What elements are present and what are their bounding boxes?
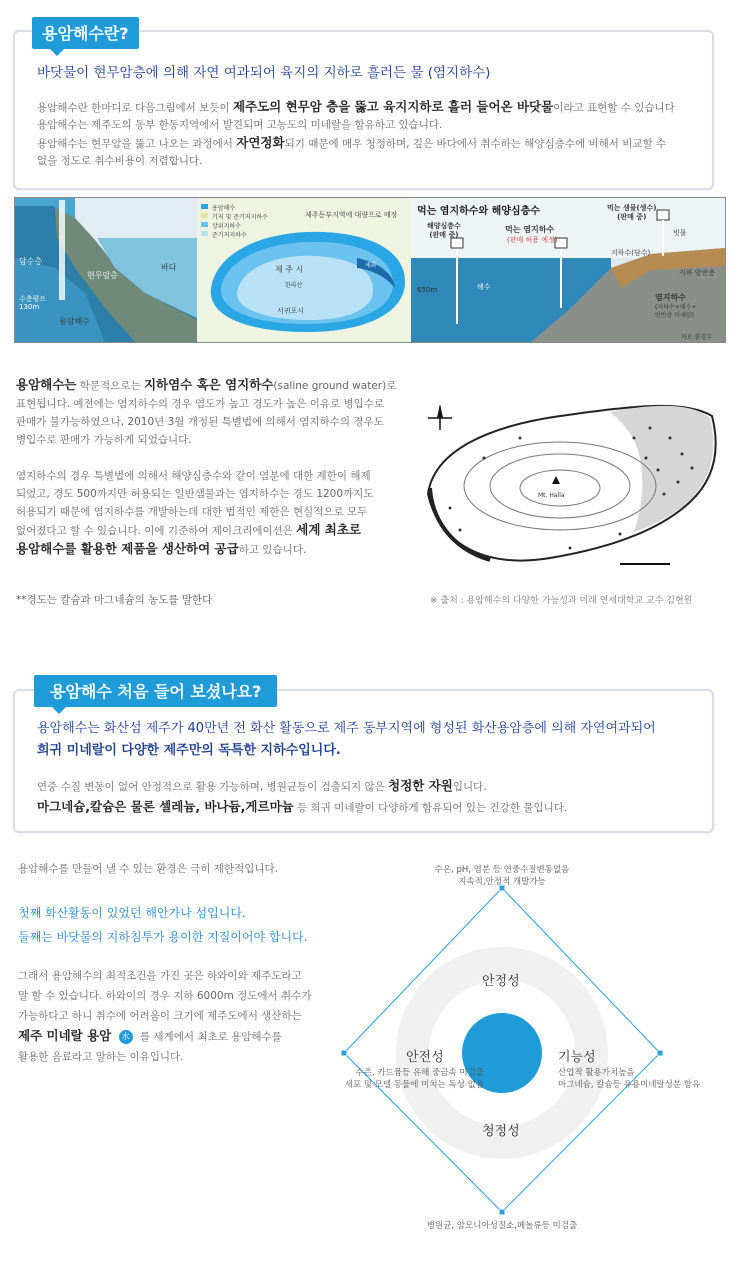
illustration-source: 자료:환경부 [681, 334, 713, 341]
properties-diagram [330, 860, 730, 1270]
label-seawater: 해수 [477, 283, 491, 291]
map-source: ※ 출처 : 용암해수의 다양한 가능성과 미래 연세대학교 교수 김현원 [430, 596, 693, 606]
intro-lead: 바닷물이 현무암층에 의해 자연 여과되어 육지의 지하로 흘러든 물 (염지하수) [37, 65, 491, 81]
label-safety: 안전성 [406, 1050, 444, 1065]
label-rainwater: 빗물 [673, 229, 687, 237]
label-stability: 안정성 [482, 974, 520, 989]
diamond-node-bottom [499, 1209, 505, 1215]
note-function: 산업적 활용가치높음 마그네슘, 칼슘등 유용미네랄성분 함유 [558, 1068, 701, 1090]
hardness-note: **경도는 칼슘과 마그네슘의 농도를 말한다 [16, 594, 213, 606]
environment-intro: 용암해수를 만들어 낼 수 있는 환경은 극히 제한적입니다. [18, 863, 278, 875]
label-deep-ocean-water: 해양심층수 (판매 중) [427, 222, 461, 239]
legend-item-4: 준기저지하수 [212, 232, 247, 239]
label-saline-box-sub: (지하수+해수+ 암반층 미네랄) [655, 304, 697, 319]
label-sehwa: 세화 [365, 262, 377, 269]
cross-section-illustration [15, 198, 197, 342]
note-cleanness: 병원균, 암모니아성질소,페놀류등 미검출 [426, 1221, 578, 1231]
note-safety: 수은, 카드뮴등 유해 중금속 미검출 세포 및 모델 동물에 미치는 독성 없음 [344, 1068, 484, 1090]
label-fresh-groundwater: 지하수(담수) [611, 249, 651, 257]
zone-map-title: 제주동부지역에 대량으로 매장 [305, 211, 398, 219]
optimal-conditions-text: 그래서 용암해수의 최적조건을 가진 곳은 하와이와 제주도라고 말 할 수 있습니다. 하와이의 경우 지하 6000m 정도에서 취수가 가능하다고 하니 취수에 어려움이 크기에 제주도에서 생산하는 제주 미네랄 용암 水 를 세계에서 최초로 용암해수를 활용한 음료라고 말하는 이유입니다. [18, 970, 312, 1063]
jeju-well-map [420, 398, 720, 574]
saline-illustration-title: 먹는 염지하수와 해양심층수 [417, 206, 540, 217]
properties-diagram-graphic [330, 860, 730, 1270]
product-badge-icon: 水 [119, 1030, 133, 1044]
section-tag-what-is: 용암해수란? [32, 17, 139, 49]
label-depth: 수층평프 130m [19, 295, 47, 311]
first-time-body: 연중 수질 변동이 없어 안정적으로 활용 가능하며, 병원균등이 검출되지 않은 청정한 자원입니다. 마그네슘,칼슘은 물론 셀레늄, 바나듐,게르마늄 등 희귀 미네랄이 다양하게 함유되어 있는 건강한 물입니다. [37, 778, 568, 814]
map-peak-label: Mt. Halla [538, 492, 565, 499]
diamond-node-left [341, 1050, 347, 1056]
label-depth-650: 650m [417, 286, 438, 294]
note-stability: 수온, pH, 염분 등 연중수질변동없음 지속적,안정적 개발가능 [434, 865, 570, 887]
label-freshwater-layer: 담수층 [19, 257, 43, 266]
label-hallasan: 한라산 [285, 282, 303, 289]
saline-water-graphic [411, 198, 725, 342]
intro-paragraph: 용암해수란 한마디로 다음그림에서 보듯이 제주도의 현무암 층을 뚫고 육지지하로 흘러 들어온 바닷물이라고 표현할 수 있습니다 용암해수는 제주도의 동부 한동지역에서 발견되며 고농도의 미네랄을 함유하고 있습니다. 용암해수는 현무암을 뚫고 나오는 과정에서 자연정화되기 때문에 매우 청정하며, 깊은 바다에서 취수하는 해양심층수에 비해서 비교할 수 없을 정도로 취수비용이 저렴합니다. [37, 99, 675, 167]
legend-item-1: 용암해수 [212, 205, 236, 212]
label-function: 기능성 [558, 1050, 596, 1065]
saline-explanation: 용암해수는 학문적으로는 지하염수 혹은 염지하수(saline ground water)로 표현됩니다. 예전에는 염지하수의 경우 염도가 높고 경도가 높은 이유로 병입수로 판매가 불가능하였으나, 2010년 3월 개정된 특별법에 의해서 염지하수의 경우도 병입수로 판매가 가능하게 되었습니다. 염지하수의 경우 특별법에 의해서 해양심층수와 같이 염분에 대한 제한이 해제 되었고, 경도 500까지만 허용되는 일반샘물과는 염지하수는 경도 1200까지도 허용되기 때문에 염지하수를 개발하는데 대한 법적인 제한은 현실적으로 모두 없어졌다고 할 수 있습니다. 이에 기준하여 제이크리에이션은 세계 최초로 용암해수를 활용한 제품을 생산하여 공급하고 있습니다. [16, 377, 397, 556]
label-lava-seawater: 용암해수 [59, 317, 90, 326]
label-saline-drinking: 먹는 염지하수 [505, 225, 555, 234]
diamond-node-right [657, 1050, 663, 1056]
label-cleanness: 청정성 [482, 1124, 520, 1139]
label-jeju-city: 제 주 시 [275, 265, 304, 274]
saline-vs-deep-water-illustration [411, 198, 725, 342]
legend-item-3: 상위지하수 [212, 223, 241, 230]
label-sea: 바다 [161, 263, 177, 272]
condition-first: 첫째 화산활동이 있었던 해안가나 섬입니다. [18, 906, 246, 920]
first-time-lead: 용암해수는 화산섬 제주가 40만년 전 화산 활동으로 제주 동부지역에 형성된 화산용암층에 의해 자연여과되어 희귀 미네랄이 다양한 제주만의 독특한 지하수입니다. [37, 721, 656, 758]
label-saline-pending: (판매 허용 예정) [507, 236, 558, 244]
illustration-strip [14, 197, 726, 343]
condition-second: 둘째는 바닷물의 지하침투가 용이한 지질이어야 합니다. [18, 930, 308, 944]
legend-item-2: 기저 및 준기저지하수 [212, 214, 268, 221]
label-saline-box: 염지하수 [655, 293, 686, 302]
section-tag-first-time: 용암해수 처음 들어 보셨나요? [34, 675, 277, 707]
label-bedrock: 지하 암반층 [679, 269, 716, 277]
label-spring-water: 먹는 샘물(생수) (판매 중) [607, 204, 657, 221]
jeju-well-map-graphic [420, 398, 720, 574]
jeju-zone-map [197, 198, 411, 342]
label-basalt: 현무암층 [87, 271, 118, 280]
label-seogwipo: 서귀포시 [277, 307, 305, 315]
